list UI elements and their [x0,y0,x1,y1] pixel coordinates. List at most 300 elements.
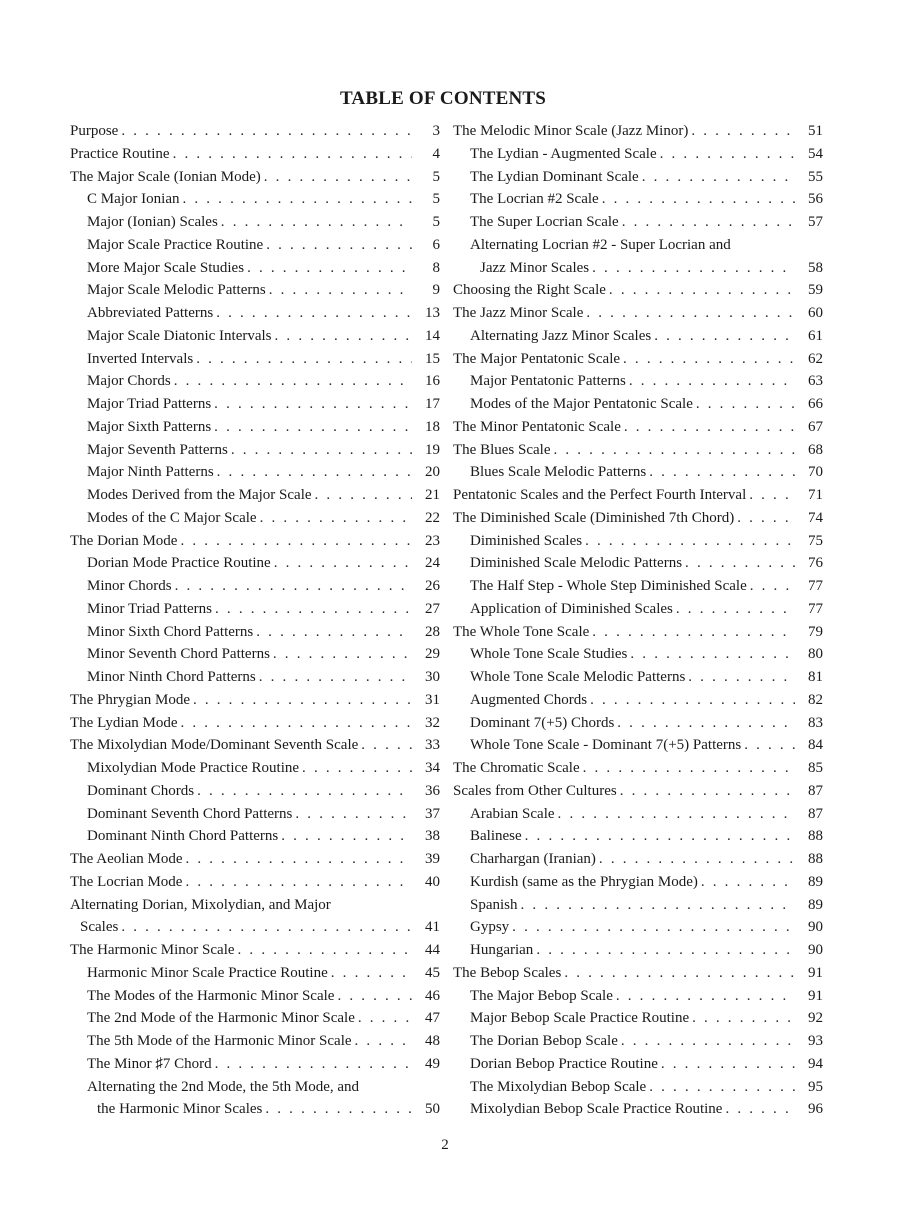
toc-entry [70,962,440,985]
toc-entry-title: Major Bebop Scale Practice Routine [470,1010,690,1027]
toc-entry [453,1076,823,1099]
toc-entry-title: The Half Step - Whole Step Diminished Scale [470,578,747,594]
dot-leader [649,461,795,484]
toc-entry-title: Modes of the C Major Scale [87,509,257,526]
toc-entry-title: The Locrian Mode [70,873,183,890]
toc-entry [453,530,823,553]
toc-entry-page: 90 [808,942,823,958]
toc-entry-page: 88 [808,828,823,845]
dot-leader [629,370,795,393]
toc-entry [453,894,823,917]
toc-entry-page: 40 [425,873,440,890]
dot-leader [355,1030,412,1053]
toc-entry-title: Major Scale Diatonic Intervals [87,327,272,344]
dot-leader [630,643,795,666]
dot-leader [275,325,412,348]
toc-entry [70,689,440,712]
toc-entry [453,1053,823,1076]
toc-entry-title: Gypsy [470,919,510,936]
toc-entry [453,325,823,348]
toc-entry-page: 38 [425,828,440,845]
toc-entry [453,552,823,575]
toc-entry-title-continued: Jazz Minor Scales [480,259,590,276]
toc-entry-title: The Chromatic Scale [453,760,580,776]
toc-entry-title: Minor Triad Patterns [87,600,213,617]
toc-entry-title: Kurdish (same as the Phrygian Mode) [470,873,698,890]
toc-entry-page: 80 [808,646,823,663]
toc-entry-page: 51 [808,123,823,139]
toc-entry-title: Minor Sixth Chord Patterns [87,623,254,640]
toc-entry [70,894,440,940]
toc-entry-page: 67 [808,418,823,435]
toc-entry-page: 74 [808,509,823,526]
toc-entry [453,985,823,1008]
toc-entry [453,712,823,735]
toc-entry-page: 55 [808,168,823,185]
dot-leader [701,871,795,894]
toc-entry-title: Major (Ionian) Scales [87,214,218,230]
toc-entry-page: 3 [432,123,440,139]
dot-leader [281,825,412,848]
dot-leader [624,416,795,439]
dot-leader [295,803,412,826]
toc-entry-page: 17 [425,396,440,412]
toc-entry-page: 14 [425,327,440,344]
toc-entry-page: 29 [425,646,440,663]
dot-leader [214,393,412,416]
dot-leader [259,666,412,689]
toc-entry-title: The 2nd Mode of the Harmonic Minor Scale [87,1010,355,1027]
toc-entry-title: The Lydian Dominant Scale [470,168,639,185]
toc-entry-page: 23 [425,532,440,549]
dot-leader [193,689,412,712]
toc-entry [453,962,823,985]
toc-entry [70,1030,440,1053]
toc-entry-page: 82 [808,691,823,708]
dot-leader [661,1053,795,1076]
toc-entry-page: 32 [425,714,440,731]
dot-leader [273,643,412,666]
dot-leader [553,439,795,462]
dot-leader [737,507,795,530]
dot-leader [676,598,795,621]
dot-leader [216,302,412,325]
toc-entry-title: The Bebop Scales [453,964,562,981]
toc-entry-title: Dorian Bebop Practice Routine [470,1055,658,1072]
toc-entry-page: 83 [808,714,823,731]
dot-leader [623,348,795,371]
toc-entry-page: 13 [425,305,440,321]
toc-entry [453,143,823,166]
toc-entry [453,507,823,530]
toc-entry [70,166,440,189]
toc-entry-page: 30 [425,669,440,685]
toc-entry-title: The Blues Scale [453,441,551,458]
toc-left-column [70,120,440,1121]
dot-leader [599,848,795,871]
toc-entry [70,757,440,780]
dot-leader [649,1076,795,1099]
dot-leader [654,325,795,348]
dot-leader [564,962,795,985]
dot-leader [331,962,412,985]
toc-entry-page: 62 [808,350,823,367]
toc-entry [453,188,823,211]
toc-entry [453,1098,823,1121]
toc-entry [70,507,440,530]
toc-entry-title: Diminished Scale Melodic Patterns [470,555,683,572]
toc-entry-title: More Major Scale Studies [87,259,245,276]
toc-entry-page: 87 [808,805,823,822]
toc-entry-page: 24 [425,555,440,572]
toc-entry [70,598,440,621]
toc-entry-title: Mixolydian Bebop Scale Practice Routine [470,1101,723,1118]
toc-entry-title: The Melodic Minor Scale (Jazz Minor) [453,123,689,139]
toc-entry-page: 89 [808,873,823,890]
toc-entry-title: Major Chords [87,373,171,390]
toc-entry [70,666,440,689]
toc-entry [453,780,823,803]
dot-leader [696,393,795,416]
toc-entry [453,825,823,848]
dot-leader [215,598,412,621]
toc-entry [453,848,823,871]
dot-leader [247,257,412,280]
toc-entry-page: 45 [425,964,440,981]
toc-entry-page: 77 [808,578,823,594]
toc-entry-page: 71 [808,487,823,503]
toc-entry-title: Dominant Chords [87,782,195,799]
toc-entry-title-continued: Scales [80,919,119,936]
toc-entry-title: Alternating Dorian, Mixolydian, and Major [70,896,331,913]
toc-entry-title: C Major Ionian [87,191,180,208]
toc-entry-page: 75 [808,532,823,549]
toc-entry [70,234,440,257]
toc-entry [453,916,823,939]
toc-entry-page: 27 [425,600,440,617]
dot-leader [725,1098,795,1121]
dot-leader [622,211,795,234]
toc-entry-title: Pentatonic Scales and the Perfect Fourth Interval [453,487,747,503]
toc-entry-title: Alternating Jazz Minor Scales [470,327,652,344]
toc-entry [70,552,440,575]
toc-entry [453,348,823,371]
dot-leader [620,780,795,803]
dot-leader [175,575,412,598]
toc-entry-title: Major Triad Patterns [87,396,212,412]
dot-leader [266,234,412,257]
toc-entry-title: Application of Diminished Scales [470,600,673,617]
dot-leader [583,757,795,780]
toc-entry-title: Minor Seventh Chord Patterns [87,646,270,663]
toc-entry-page: 16 [425,373,440,390]
dot-leader [315,484,412,507]
toc-entry [453,734,823,757]
toc-entry-page: 33 [425,737,440,754]
toc-entry [453,803,823,826]
toc-entry-page: 34 [425,760,440,776]
dot-leader [358,1007,412,1030]
toc-entry [70,302,440,325]
dot-leader [185,871,412,894]
toc-entry [70,1007,440,1030]
toc-entry-title: Modes of the Major Pentatonic Scale [470,396,693,412]
toc-entry-title: The Diminished Scale (Diminished 7th Chord) [453,509,735,526]
toc-entry [70,1076,440,1122]
toc-entry-page: 50 [425,1101,440,1118]
toc-entry-title: Dominant Seventh Chord Patterns [87,805,293,822]
dot-leader [616,985,795,1008]
toc-entry-title: The Modes of the Harmonic Minor Scale [87,987,335,1004]
dot-leader [182,188,412,211]
toc-entry-page: 90 [808,919,823,936]
toc-entry-page: 70 [808,464,823,481]
toc-entry-page: 44 [425,942,440,958]
toc-entry-title-continued: the Harmonic Minor Scales [97,1101,263,1118]
toc-entry-page: 59 [808,282,823,299]
toc-entry-title: Major Pentatonic Patterns [470,373,626,390]
toc-entry-title: The Major Scale (Ionian Mode) [70,168,261,185]
toc-entry [453,416,823,439]
toc-entry-title: The Super Locrian Scale [470,214,619,230]
toc-entry-page: 66 [808,396,823,412]
toc-entry-page: 60 [808,305,823,321]
toc-entry [70,325,440,348]
dot-leader [512,916,795,939]
toc-entry-title: Arabian Scale [470,805,555,822]
toc-entry [453,370,823,393]
dot-leader [525,825,795,848]
toc-entry-page: 93 [808,1033,823,1049]
toc-entry [70,211,440,234]
toc-entry-page: 49 [425,1055,440,1072]
toc-entry [453,302,823,325]
dot-leader [302,757,412,780]
toc-entry-page: 9 [432,282,440,299]
toc-entry-title: The Whole Tone Scale [453,623,590,640]
page-title: TABLE OF CONTENTS [339,88,547,109]
toc-entry-title: Major Scale Melodic Patterns [87,282,266,299]
toc-entry-page: 92 [808,1010,823,1027]
toc-entry [70,575,440,598]
toc-entry [70,188,440,211]
toc-entry [70,803,440,826]
dot-leader [269,279,412,302]
dot-leader [174,370,412,393]
dot-leader [688,666,795,689]
toc-entry [70,780,440,803]
toc-right-column [453,120,823,1121]
toc-entry-title: Dominant 7(+5) Chords [470,714,615,731]
toc-entry-page: 8 [432,259,440,276]
toc-entry-page: 84 [808,737,823,754]
toc-entry-title: The Major Pentatonic Scale [453,350,621,367]
dot-leader [215,1053,412,1076]
toc-entry-page: 88 [808,851,823,867]
dot-leader [361,734,412,757]
toc-entry [453,279,823,302]
toc-entry-page: 85 [808,760,823,776]
toc-entry-title: The Dorian Mode [70,532,178,549]
toc-entry-title: The Aeolian Mode [70,851,183,867]
toc-entry-title: Practice Routine [70,145,170,162]
toc-entry-page: 94 [808,1055,823,1072]
dot-leader [197,780,412,803]
toc-entry [453,166,823,189]
dot-leader [685,552,795,575]
toc-entry [453,666,823,689]
toc-entry [453,643,823,666]
dot-leader [621,1030,795,1053]
toc-entry [70,257,440,280]
toc-entry-title: Major Ninth Patterns [87,464,214,481]
toc-entry-page: 95 [808,1078,823,1095]
toc-entry-title: Purpose [70,123,119,139]
toc-entry [70,484,440,507]
toc-entry-page: 68 [808,441,823,458]
toc-entry-page: 5 [432,191,440,208]
dot-leader [180,530,412,553]
dot-leader [592,257,795,280]
toc-entry [70,985,440,1008]
toc-entry-page: 15 [425,350,440,367]
toc-entry-page: 26 [425,578,440,594]
toc-entry-page: 46 [425,987,440,1004]
dot-leader [121,120,412,143]
toc-entry [453,211,823,234]
toc-entry-title: Inverted Intervals [87,350,194,367]
dot-leader [609,279,795,302]
dot-leader [180,712,412,735]
toc-entry-title: The 5th Mode of the Harmonic Minor Scale [87,1033,352,1049]
dot-leader [260,507,412,530]
toc-entry-title: Charhargan (Iranian) [470,851,596,867]
toc-entry-title: Alternating Locrian #2 - Super Locrian and [470,236,731,253]
toc-entry-page: 37 [425,805,440,822]
dot-leader [173,143,412,166]
toc-entry-page: 91 [808,987,823,1004]
toc-entry-title: Major Sixth Patterns [87,418,212,435]
dot-leader [744,734,795,757]
dot-leader [214,416,412,439]
toc-entry-title: Augmented Chords [470,691,588,708]
toc-entry-title: The Jazz Minor Scale [453,305,584,321]
toc-entry-title: Hungarian [470,942,534,958]
toc-entry-page: 91 [808,964,823,981]
toc-entry-page: 21 [425,487,440,503]
toc-entry [453,1030,823,1053]
toc-entry-title: Mixolydian Mode Practice Routine [87,760,300,776]
toc-entry [70,393,440,416]
toc-entry-page: 18 [425,418,440,435]
dot-leader [521,894,795,917]
dot-leader [121,916,412,939]
toc-entry [70,939,440,962]
toc-entry-page: 76 [808,555,823,572]
dot-leader [274,552,412,575]
toc-entry-page: 48 [425,1033,440,1049]
toc-entry-page: 5 [432,168,440,185]
dot-leader [231,439,412,462]
toc-entry-page: 54 [808,145,823,162]
toc-entry [453,461,823,484]
toc-entry-page: 28 [425,623,440,640]
toc-entry [453,871,823,894]
dot-leader [586,302,795,325]
toc-entry-title: The Lydian - Augmented Scale [470,145,657,162]
toc-entry [70,143,440,166]
dot-leader [585,530,795,553]
toc-entry-title: Dominant Ninth Chord Patterns [87,828,279,845]
toc-entry-title: The Locrian #2 Scale [470,191,599,208]
dot-leader [217,461,412,484]
toc-entry-page: 5 [432,214,440,230]
dot-leader [642,166,795,189]
toc-entry-title: Whole Tone Scale - Dominant 7(+5) Patterns [470,737,742,754]
toc-entry [453,757,823,780]
toc-entry-title: Balinese [470,828,522,845]
toc-entry-title: Harmonic Minor Scale Practice Routine [87,964,328,981]
toc-entry [70,439,440,462]
dot-leader [264,166,412,189]
dot-leader [692,1007,795,1030]
toc-entry-title: The Mixolydian Mode/Dominant Seventh Scale [70,737,359,754]
toc-entry-title: Alternating the 2nd Mode, the 5th Mode, and [87,1078,360,1095]
toc-entry-title: Major Seventh Patterns [87,441,228,458]
toc-entry [70,734,440,757]
toc-entry [453,575,823,598]
toc-entry-page: 22 [425,509,440,526]
toc-entry-page: 31 [425,691,440,708]
dot-leader [196,348,412,371]
toc-entry [70,370,440,393]
dot-leader [221,211,412,234]
toc-entry [453,1007,823,1030]
toc-entry [70,416,440,439]
toc-entry-page: 56 [808,191,823,208]
toc-entry-title: Minor Ninth Chord Patterns [87,669,256,685]
toc-entry-page: 61 [808,327,823,344]
toc-entry-page: 47 [425,1010,440,1027]
dot-leader [592,621,795,644]
toc-entry-title: Blues Scale Melodic Patterns [470,464,647,481]
toc-entry-title: Choosing the Right Scale [453,282,606,299]
toc-entry-title: The Phrygian Mode [70,691,190,708]
toc-entry [70,848,440,871]
toc-entry [453,939,823,962]
toc-entry-title: The Minor ♯7 Chord [87,1055,212,1072]
toc-entry-title: Spanish [470,896,518,913]
toc-entry-title: Diminished Scales [470,532,583,549]
toc-entry-title: The Dorian Bebop Scale [470,1033,618,1049]
toc-entry-title: Minor Chords [87,578,172,594]
dot-leader [265,1098,412,1121]
toc-entry [453,484,823,507]
dot-leader [750,575,795,598]
toc-entry [453,689,823,712]
dot-leader [660,143,795,166]
toc-entry-page: 63 [808,373,823,390]
toc-entry-title: Whole Tone Scale Melodic Patterns [470,669,686,685]
toc-entry [70,871,440,894]
dot-leader [238,939,412,962]
toc-entry [453,598,823,621]
toc-entry-page: 20 [425,464,440,481]
toc-entry-title: Dorian Mode Practice Routine [87,555,271,572]
toc-entry [70,348,440,371]
toc-entry-page: 39 [425,851,440,867]
dot-leader [617,712,795,735]
